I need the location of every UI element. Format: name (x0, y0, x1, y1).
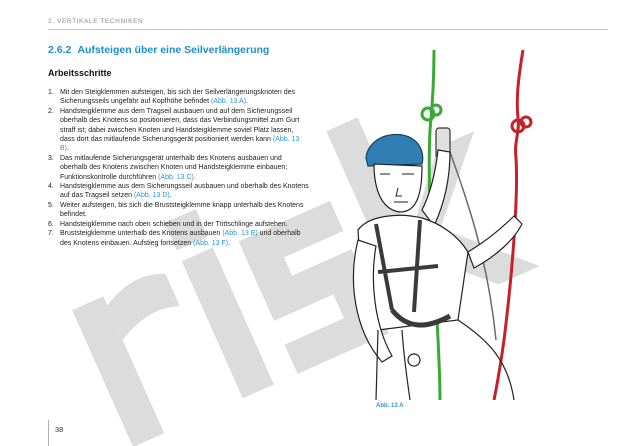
subheading: Arbeitsschritte (48, 68, 112, 78)
list-item: 5. Weiter aufsteigen, bis sich die Bruststeigklemme knapp unterhalb des Knotens befindet. (48, 201, 304, 219)
figure-reference: (Abb. 13 A) (211, 98, 247, 106)
figure-caption: Abb. 13 A (376, 403, 404, 409)
page-number: 38 (55, 425, 64, 434)
running-head: 2. VERTIKALE TECHNIKEN (48, 18, 144, 25)
step-list (48, 88, 310, 248)
list-item: 7. Bruststeigklemme unterhalb des Knotens ausbauen (Abb. 13 E) und oberhalb des Knotens einbauen. Aufstieg fortsetzen (Abb. 13 F). (48, 230, 301, 247)
footer-rule (48, 420, 49, 446)
figure-reference: (Abb. 13 D) (133, 192, 170, 200)
figure-reference: (Abb. 13 E) (222, 230, 258, 238)
list-item: 1. Mit den Steigklemmen aufsteigen, bis sich der Seilverlängerungsknoten des Sicherungsseils ungefähr auf Kopfhöhe befindet (Abb. 13 A). (48, 89, 296, 106)
rope-knot (422, 105, 441, 120)
header-divider (48, 29, 608, 30)
figure-reference: (Abb. 13 F) (193, 239, 229, 247)
section-number: 2.6.2 (48, 44, 72, 56)
list-item: 6. Handsteigklemme nach oben schieben und in der Trittschlinge aufstehen. (48, 220, 288, 228)
legs (376, 320, 514, 400)
helmet (366, 134, 423, 166)
rope-knot (512, 117, 531, 132)
list-item: 2. Handsteigklemme aus dem Tragseil ausbauen und auf dem Sicherungsseil oberhalb des Knotens so positionieren, dass das Verbindungsmittel zum Gurt straff ist; dabei zwischen Knoten und Handsteigklemme soviel Platz lassen, dass dort das mitlaufende Sicherungsgerät positioniert werden kann (Abb. 13 B). (48, 107, 300, 153)
raised-arm (422, 150, 450, 226)
section-heading (48, 44, 269, 56)
climber-illustration (318, 40, 618, 400)
figure-reference: (Abb. 13 C) (158, 173, 194, 181)
list-item: 4. Handsteigklemme aus dem Sicherungsseil ausbauen und oberhalb des Knotens auf das Tragseil setzen (Abb. 13 D). (48, 183, 309, 200)
list-item: 3. Das mitlaufende Sicherungsgerät unterhalb des Knotens ausbauen und oberhalb des Knotens zwischen Knoten und Handsteigklemme einbauen; Funktionskontrolle durchführen (Abb. 13 C). (48, 154, 288, 181)
figure-reference: (Abb. 13 B) (60, 136, 300, 153)
section-title: Aufsteigen über eine Seilverlängerung (77, 44, 270, 56)
